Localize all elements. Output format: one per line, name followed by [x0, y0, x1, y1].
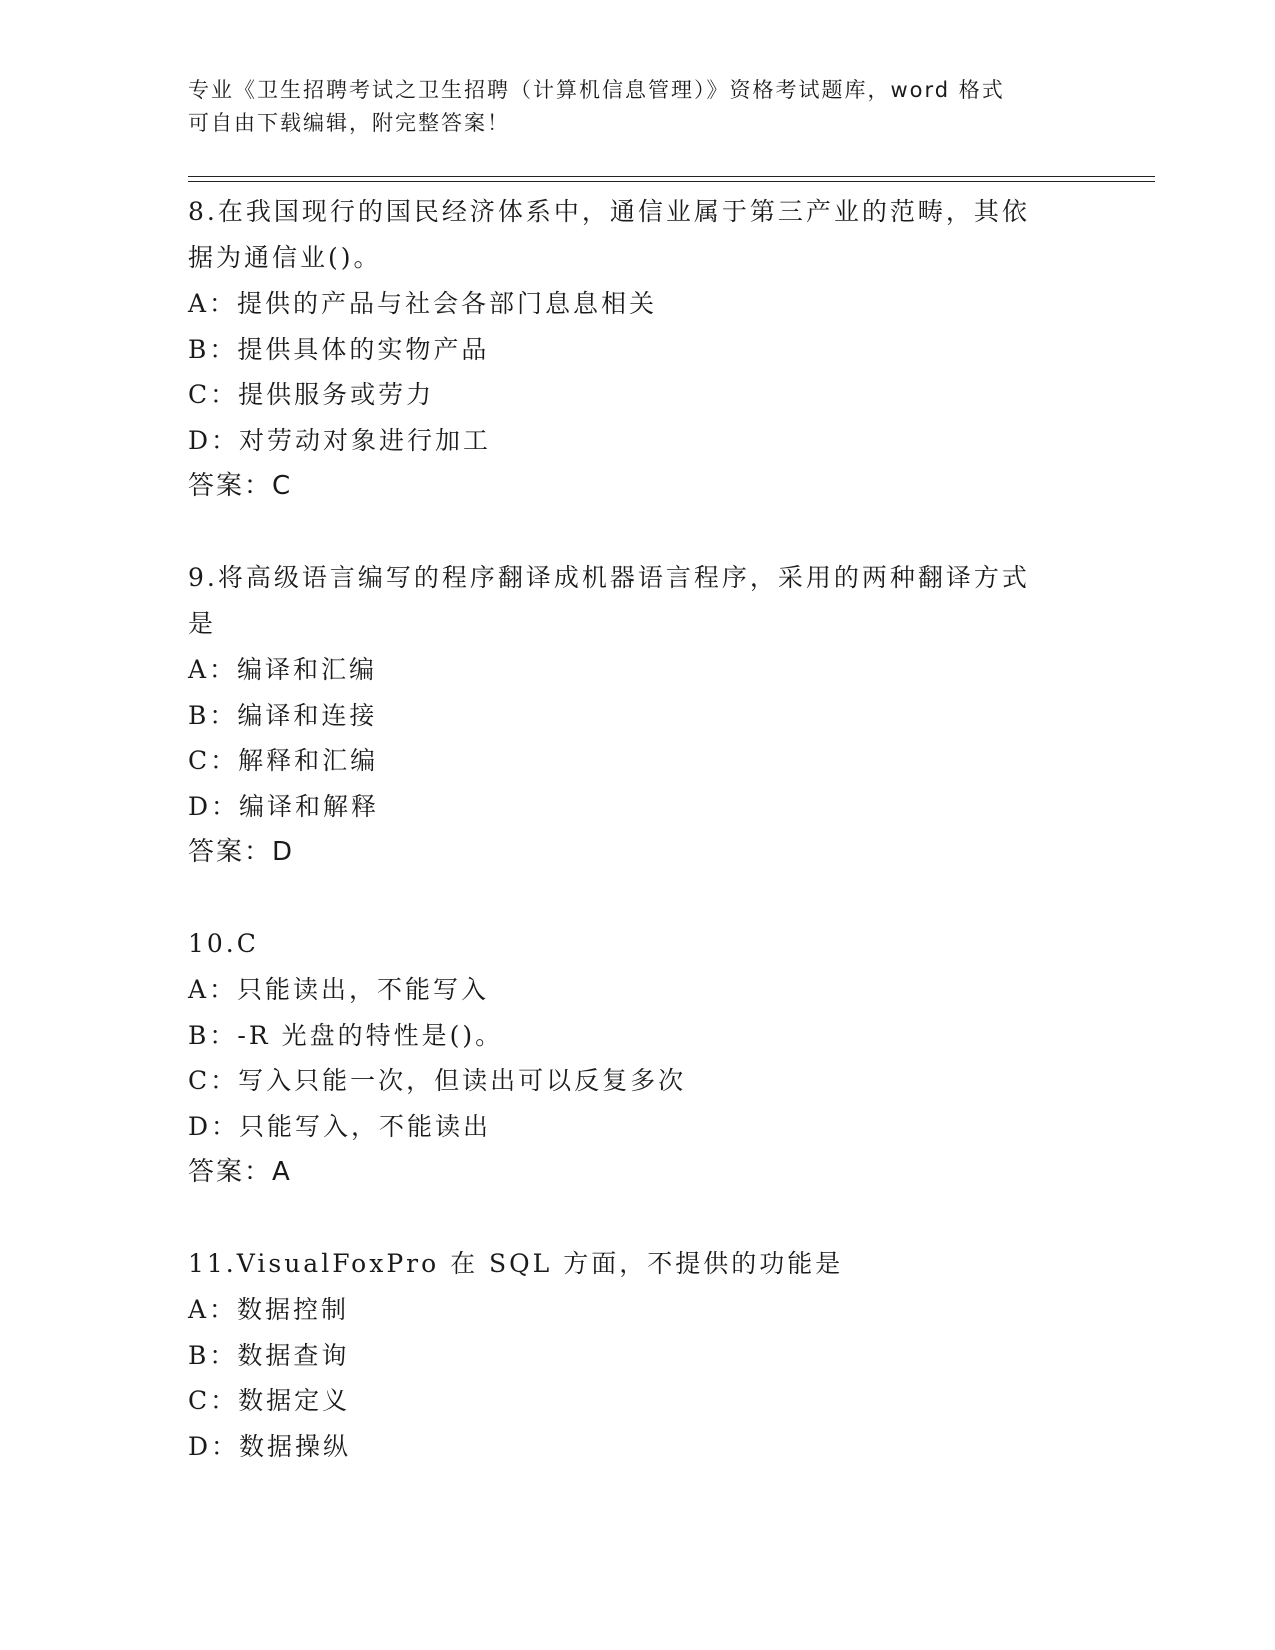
header-rule-top — [188, 176, 1155, 177]
option-a: A：数据控制 — [188, 1295, 350, 1324]
option-d: D：编译和解释 — [188, 791, 380, 821]
question-10 — [188, 921, 1088, 1195]
option-c: C：提供服务或劳力 — [188, 380, 435, 409]
question-stem-line: 10.C — [188, 929, 259, 958]
option-a: A：只能读出，不能写入 — [188, 975, 490, 1004]
question-8 — [188, 189, 1088, 509]
option-b: B：提供具体的实物产品 — [188, 334, 490, 364]
question-stem-line: 据为通信业()。 — [188, 243, 382, 272]
question-stem-line: 9.将高级语言编写的程序翻译成机器语言程序，采用的两种翻译方式 — [188, 563, 1030, 592]
question-9 — [188, 555, 1088, 875]
answer-line: 答案：C — [188, 471, 293, 501]
answer-line: 答案：A — [188, 1157, 292, 1187]
header-line-2: 可自由下载编辑，附完整答案！ — [188, 111, 510, 135]
header-rule-bottom — [188, 181, 1155, 182]
question-stem-line: 8.在我国现行的国民经济体系中，通信业属于第三产业的范畴，其依 — [188, 197, 1030, 226]
option-d: D：只能写入，不能读出 — [188, 1111, 492, 1141]
option-c: C：数据定义 — [188, 1386, 351, 1415]
question-stem-line: 11.VisualFoxPro 在 SQL 方面，不提供的功能是 — [188, 1249, 844, 1278]
option-d: D：对劳动对象进行加工 — [188, 425, 492, 455]
answer-line: 答案：D — [188, 837, 295, 867]
option-b: B：-R 光盘的特性是()。 — [188, 1020, 504, 1050]
option-b: B：数据查询 — [188, 1340, 350, 1370]
option-d: D：数据操纵 — [188, 1431, 352, 1461]
document-header — [188, 74, 1088, 140]
option-a: A：编译和汇编 — [188, 655, 378, 684]
option-a: A：提供的产品与社会各部门息息相关 — [188, 289, 658, 318]
question-stem-line: 是 — [188, 609, 217, 638]
header-line-1: 专业《卫生招聘考试之卫生招聘（计算机信息管理）》资格考试题库，word 格式 — [188, 78, 1005, 102]
option-c: C：解释和汇编 — [188, 746, 379, 775]
option-c: C：写入只能一次，但读出可以反复多次 — [188, 1066, 687, 1095]
question-11 — [188, 1241, 1088, 1469]
option-b: B：编译和连接 — [188, 700, 378, 730]
question-list — [188, 189, 1088, 1515]
